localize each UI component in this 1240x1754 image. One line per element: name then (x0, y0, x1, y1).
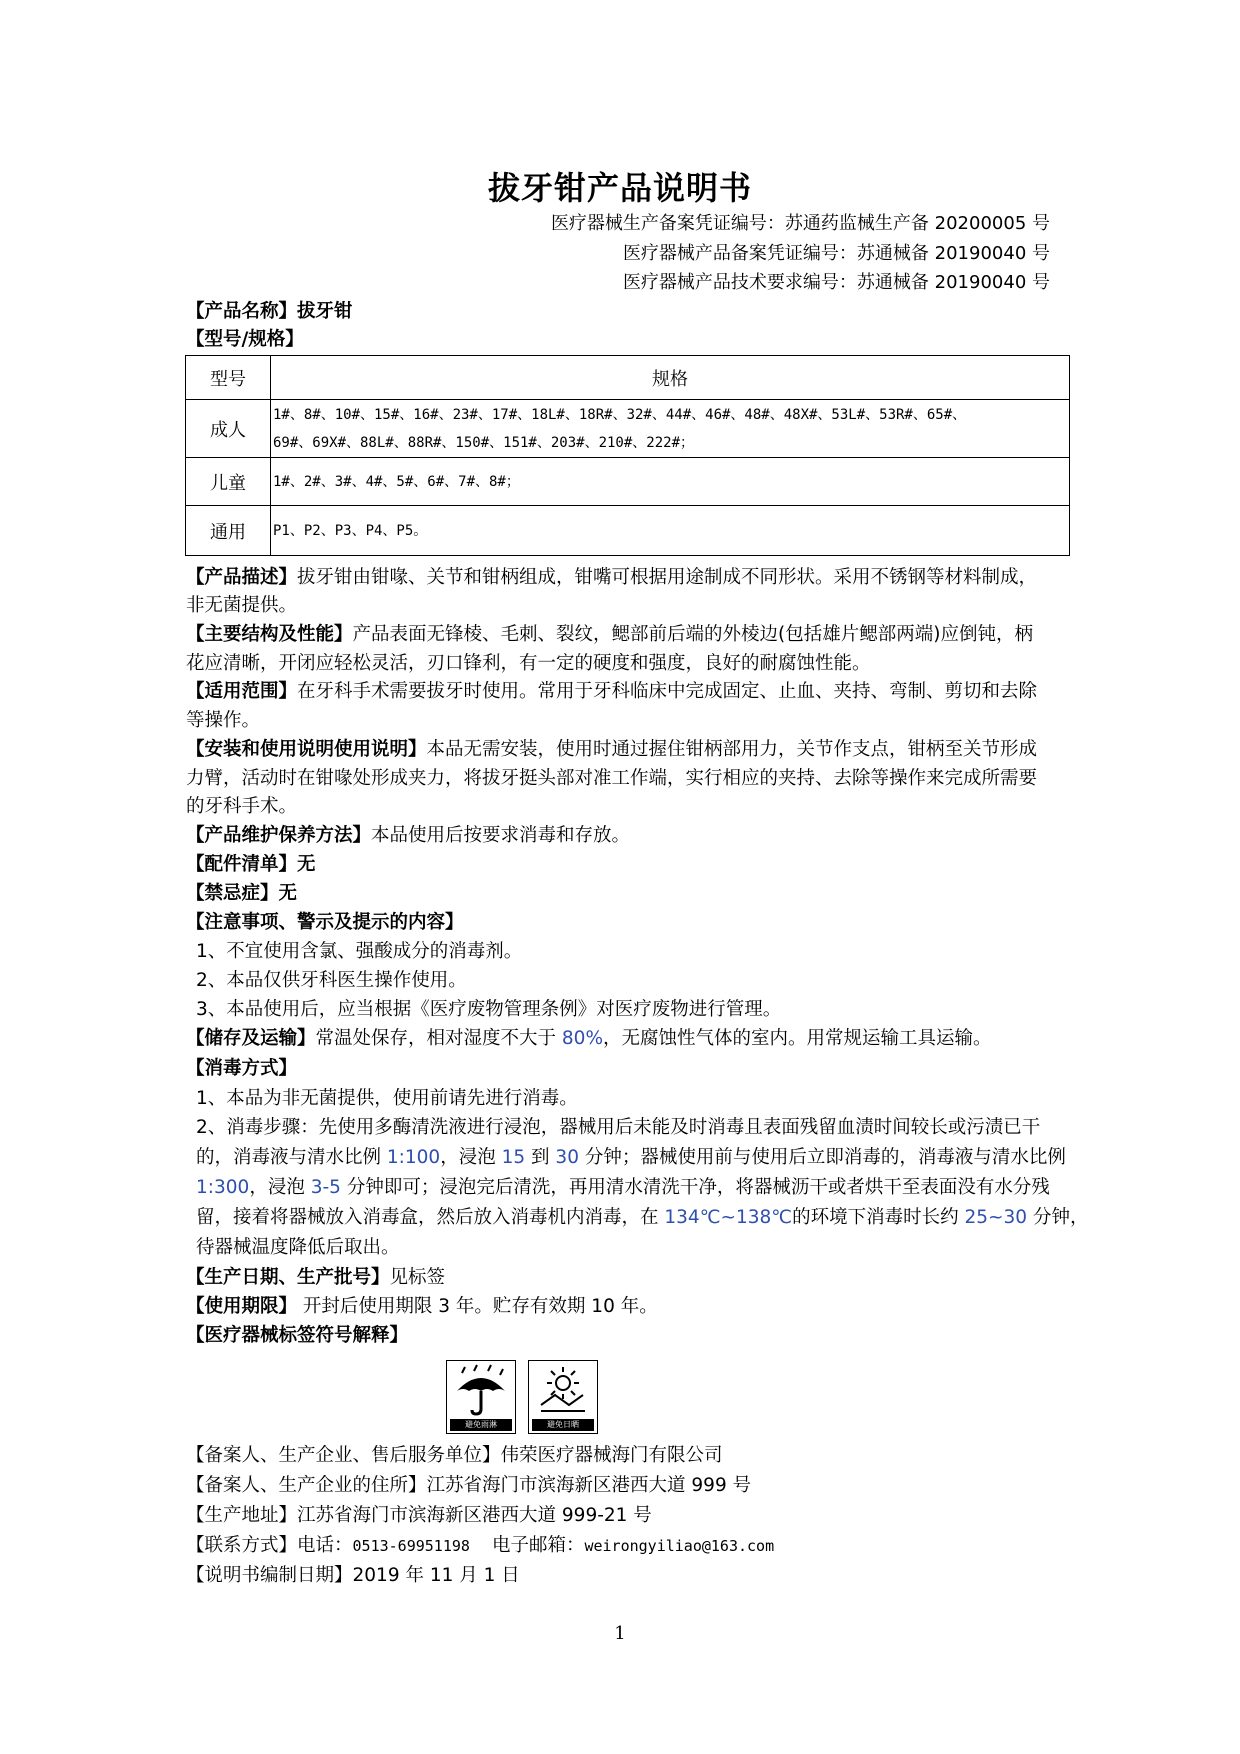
text: 留，接着将器械放入消毒盒，然后放入消毒机内消毒，在 (196, 1207, 665, 1228)
usage-line-3: 的牙科手术。 (186, 796, 298, 817)
product-name-section (186, 298, 1056, 326)
storage-text: 常温处保存，相对湿度不大于 (315, 1028, 562, 1049)
disinfection-step-line-2 (196, 1144, 1066, 1172)
technical-requirement-number: 医疗器械产品技术要求编号：苏通械备 20190040 号 (622, 272, 1050, 293)
description-label: 【产品描述】 (186, 567, 298, 588)
table-row (186, 458, 1070, 506)
disinfection-label: 【消毒方式】 (186, 1058, 298, 1079)
precaution-item: 3、本品使用后，应当根据《医疗废物管理条例》对医疗废物进行管理。 (196, 999, 782, 1020)
spec-cell (271, 400, 1070, 458)
registrant-address-value: 江苏省海门市滨海新区港西大道 999 号 (426, 1475, 752, 1496)
production-address-section (186, 1502, 1056, 1530)
usage-line-2: 力臂，活动时在钳喙处形成夹力，将拔牙挺头部对准工作端，实行相应的夹持、去除等操作来完成所需要 (186, 768, 1038, 789)
storage-label: 【储存及运输】 (186, 1028, 316, 1049)
time-value: 15 (501, 1147, 526, 1168)
table-row (186, 506, 1070, 556)
production-address-label: 【生产地址】 (186, 1505, 298, 1526)
accessories-value: 无 (297, 854, 316, 875)
contact-label: 【联系方式】 (186, 1535, 298, 1556)
maintenance-text: 本品使用后按要求消毒和存放。 (371, 825, 631, 846)
production-address-value: 江苏省海门市滨海新区港西大道 999-21 号 (297, 1505, 652, 1526)
precaution-item: 2、本品仅供牙科医生操作使用。 (196, 970, 467, 991)
registrant-address-label: 【备案人、生产企业的住所】 (186, 1475, 427, 1496)
accessories-section (186, 851, 1056, 879)
production-section (186, 1264, 1056, 1292)
registrant-label: 【备案人、生产企业、售后服务单位】 (186, 1445, 501, 1466)
disinfection-item-1: 1、本品为非无菌提供，使用前请先进行消毒。 (196, 1088, 578, 1109)
usage-text: 本品无需安装，使用时通过握住钳柄部用力，关节作支点，钳柄至关节形成 (426, 739, 1038, 760)
document-title: 拔牙钳产品说明书 (487, 169, 752, 207)
storage-text-end: ，无腐蚀性气体的室内。用常规运输工具运输。 (603, 1028, 992, 1049)
spec-line: 1#、8#、10#、15#、16#、23#、17#、18L#、18R#、32#、44#、46#、48#、48X#、53L#、53R#、65#、 (273, 406, 967, 423)
disinfection-step-line-4 (196, 1204, 1089, 1232)
description-line-1 (186, 564, 1056, 592)
time-value: 25~30 (964, 1207, 1028, 1228)
umbrella-icon (447, 1361, 515, 1419)
registrant-section (186, 1442, 1056, 1470)
text: 到 (525, 1147, 556, 1168)
text: 分钟即可；浸泡完后清洗，再用清水清洗干净，将器械沥干或者烘干至表面没有水分残 (340, 1177, 1050, 1198)
product-name-value: 拔牙钳 (297, 301, 353, 322)
label-symbols (446, 1360, 598, 1434)
spec-cell: P1、P2、P3、P4、P5。 (271, 506, 1070, 556)
text: 的，消毒液与清水比例 (196, 1147, 387, 1168)
accessories-label: 【配件清单】 (186, 854, 298, 875)
usage-label: 【安装和使用说明使用说明】 (186, 739, 427, 760)
registrant-address-section (186, 1472, 1056, 1500)
scope-text: 在牙科手术需要拔牙时使用。常用于牙科临床中完成固定、止血、夹持、弯制、剪切和去除 (297, 681, 1038, 702)
model-cell: 通用 (186, 506, 271, 556)
contact-section (186, 1532, 1056, 1560)
text: 的环境下消毒时长约 (792, 1207, 965, 1228)
sun-icon (529, 1361, 597, 1419)
description-line-2: 非无菌提供。 (186, 595, 298, 616)
service-life-section (186, 1293, 1056, 1321)
structure-line-1 (186, 621, 1056, 649)
table-header-model: 型号 (186, 356, 271, 400)
compile-date-section (186, 1562, 1056, 1590)
page-number: 1 (614, 1623, 626, 1644)
production-filing-number: 医疗器械生产备案凭证编号：苏通药监械生产备 20200005 号 (550, 213, 1050, 234)
storage-humidity: 80% (561, 1028, 604, 1049)
service-life-label: 【使用期限】 (186, 1296, 298, 1317)
model-spec-label: 【型号/规格】 (186, 329, 304, 350)
product-name-label: 【产品名称】 (186, 301, 298, 322)
spec-cell: 1#、2#、3#、4#、5#、6#、7#、8#； (271, 458, 1070, 506)
temperature-value: 134℃~138℃ (664, 1207, 793, 1228)
text: 分钟， (1027, 1207, 1089, 1228)
phone-label: 电话： (297, 1535, 353, 1556)
maintenance-label: 【产品维护保养方法】 (186, 825, 372, 846)
precautions-label: 【注意事项、警示及提示的内容】 (186, 912, 464, 933)
contraindications-label: 【禁忌症】 (186, 883, 279, 904)
disinfection-step-line-1: 2、消毒步骤：先使用多酶清洗液进行浸泡，器械用后未能及时消毒且表面残留血渍时间较长或污渍已干 (196, 1117, 1041, 1138)
service-life-value: 开封后使用期限 3 年。贮存有效期 10 年。 (297, 1296, 658, 1317)
ratio-value: 1:100 (386, 1147, 441, 1168)
table-row (186, 400, 1070, 458)
time-value: 3-5 (310, 1177, 341, 1198)
production-label: 【生产日期、生产批号】 (186, 1267, 390, 1288)
email-label: 电子邮箱： (491, 1535, 585, 1556)
precaution-item: 1、不宜使用含氯、强酸成分的消毒剂。 (196, 941, 523, 962)
table-header-spec: 规格 (271, 356, 1070, 400)
model-cell: 儿童 (186, 458, 271, 506)
compile-date-label: 【说明书编制日期】 (186, 1565, 353, 1586)
model-cell: 成人 (186, 400, 271, 458)
phone-number: 0513-69951198 (352, 1537, 470, 1555)
structure-label: 【主要结构及性能】 (186, 624, 353, 645)
registrant-value: 伟荣医疗器械海门有限公司 (500, 1445, 723, 1466)
storage-section (186, 1025, 1056, 1053)
product-filing-number: 医疗器械产品备案凭证编号：苏通械备 20190040 号 (622, 243, 1050, 264)
scope-line-1 (186, 678, 1056, 706)
structure-text: 产品表面无锋棱、毛刺、裂纹，鳃部前后端的外棱边(包括雄片鳃部两端)应倒钝，柄 (352, 624, 1033, 645)
description-text: 拔牙钳由钳喙、关节和钳柄组成，钳嘴可根据用途制成不同形状。采用不锈钢等材料制成， (297, 567, 1038, 588)
usage-line-1 (186, 736, 1056, 764)
keep-from-sunlight-symbol (528, 1360, 598, 1434)
text: 分钟；器械使用前与使用后立即消毒的，消毒液与清水比例 (578, 1147, 1066, 1168)
scope-label: 【适用范围】 (186, 681, 298, 702)
model-spec-table (185, 355, 1070, 556)
symbols-label: 【医疗器械标签符号解释】 (186, 1325, 409, 1346)
time-value: 30 (555, 1147, 579, 1168)
text: ，浸泡 (249, 1177, 311, 1198)
maintenance-section (186, 822, 1056, 850)
keep-dry-caption: 避免雨淋 (450, 1419, 512, 1431)
email-address: weirongyiliao@163.com (584, 1537, 775, 1555)
keep-from-sunlight-caption: 避免日晒 (532, 1419, 594, 1431)
contraindications-section (186, 880, 1056, 908)
production-value: 见标签 (389, 1267, 446, 1288)
disinfection-step-line-5: 待器械温度降低后取出。 (196, 1237, 400, 1258)
keep-dry-symbol (446, 1360, 516, 1434)
disinfection-step-line-3 (196, 1174, 1066, 1202)
ratio-value: 1:300 (196, 1177, 250, 1198)
structure-line-2: 花应清晰，开闭应轻松灵活，刃口锋利，有一定的硬度和强度，良好的耐腐蚀性能。 (186, 653, 871, 674)
compile-date-value: 2019 年 11 月 1 日 (352, 1565, 520, 1586)
contraindications-value: 无 (278, 883, 298, 904)
text: ，浸泡 (440, 1147, 502, 1168)
table-header-row (186, 356, 1070, 400)
scope-line-2: 等操作。 (186, 710, 261, 731)
spec-line: 69#、69X#、88L#、88R#、150#、151#、203#、210#、222#； (273, 434, 695, 451)
